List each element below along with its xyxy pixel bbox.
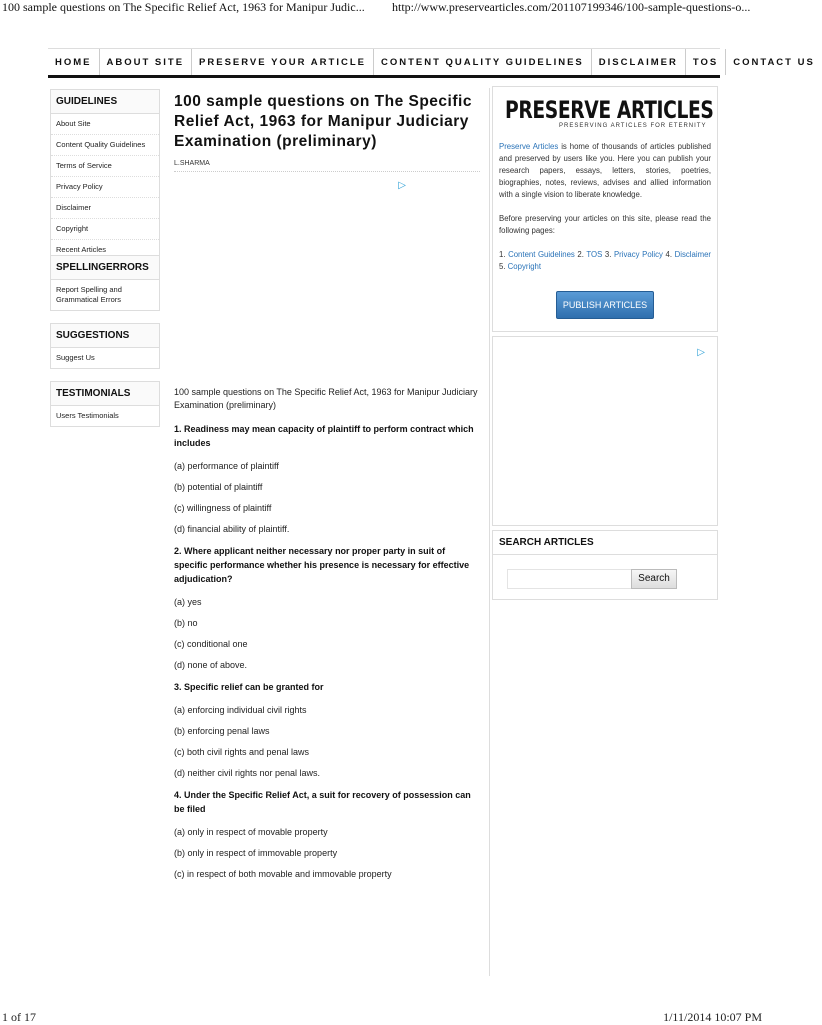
nav-preserve-your-article[interactable]: PRESERVE YOUR ARTICLE bbox=[192, 49, 374, 75]
print-footer-datetime: 1/11/2014 10:07 PM bbox=[663, 1010, 762, 1024]
list-number: 4. bbox=[662, 250, 675, 259]
sidebar-heading: GUIDELINES bbox=[51, 90, 159, 114]
nav-contact-us[interactable]: CONTACT US bbox=[733, 57, 815, 68]
promo-description bbox=[499, 141, 711, 201]
site-logo[interactable] bbox=[501, 95, 714, 125]
ad-slot-side[interactable] bbox=[492, 336, 718, 526]
option: (d) none of above. bbox=[174, 660, 248, 670]
question-4: 4. Under the Specific Relief Act, a suit for recovery of possession can be filed bbox=[174, 790, 471, 814]
question-2: 2. Where applicant neither necessary nor proper party in suit of specific performance whether his presence is necessary for effective adjudication? bbox=[174, 546, 470, 584]
search-heading: SEARCH ARTICLES bbox=[493, 531, 717, 555]
nav-tos[interactable]: TOS bbox=[686, 49, 726, 75]
article-intro: 100 sample questions on The Specific Relief Act, 1963 for Manipur Judiciary Examination (preliminary) bbox=[174, 387, 478, 410]
option: (b) no bbox=[174, 618, 198, 628]
sidebar-item-disclaimer[interactable]: Disclaimer bbox=[51, 198, 159, 219]
logo-tagline: PRESERVING ARTICLES FOR ETERNITY bbox=[559, 123, 707, 129]
option: (c) in respect of both movable and immovable property bbox=[174, 869, 392, 879]
sidebar-guidelines bbox=[50, 89, 160, 261]
sidebar-heading: SUGGESTIONS bbox=[51, 324, 159, 348]
print-header-title: 100 sample questions on The Specific Relief Act, 1963 for Manipur Judic... bbox=[2, 0, 365, 14]
promo-box bbox=[492, 86, 718, 332]
nav-home[interactable]: HOME bbox=[48, 49, 100, 75]
sidebar-suggestions bbox=[50, 323, 160, 369]
sidebar-item-recent-articles[interactable]: Recent Articles bbox=[56, 245, 107, 254]
print-footer-page: 1 of 17 bbox=[2, 1010, 36, 1024]
nav-disclaimer[interactable]: DISCLAIMER bbox=[592, 49, 686, 75]
option: (b) potential of plaintiff bbox=[174, 482, 263, 492]
list-number: 5. bbox=[499, 262, 508, 271]
nav-content-quality-guidelines[interactable]: CONTENT QUALITY GUIDELINES bbox=[374, 49, 592, 75]
main-nav bbox=[48, 48, 815, 78]
link-disclaimer[interactable]: Disclaimer bbox=[674, 250, 711, 259]
search-input[interactable] bbox=[507, 569, 633, 589]
search-button[interactable]: Search bbox=[631, 569, 677, 589]
sidebar-item-report-spelling[interactable]: Report Spelling and Grammatical Errors bbox=[56, 285, 122, 304]
promo-text-1: is home of thousands of articles published and preserved by users like you. Here you can publish your research papers, essays, letters, stories, poetries, biographies, notes, reviews, advises and allied information with a single vision to liberate knowledge. bbox=[499, 142, 711, 199]
sidebar-item-suggest-us[interactable]: Suggest Us bbox=[56, 353, 95, 362]
option: (c) willingness of plaintiff bbox=[174, 503, 272, 513]
article-author[interactable]: L.SHARMA bbox=[174, 160, 480, 172]
sidebar-item-copyright[interactable]: Copyright bbox=[51, 219, 159, 240]
option: (d) financial ability of plaintiff. bbox=[174, 524, 290, 534]
sidebar-heading: TESTIMONIALS bbox=[51, 382, 159, 406]
option: (b) enforcing penal laws bbox=[174, 726, 270, 736]
list-number: 2. bbox=[574, 250, 587, 259]
search-articles-box bbox=[492, 530, 718, 600]
sidebar-item-users-testimonials[interactable]: Users Testimonials bbox=[56, 411, 119, 420]
sidebar-spelling bbox=[50, 255, 160, 311]
option: (c) conditional one bbox=[174, 639, 248, 649]
adchoices-icon[interactable]: ▷ bbox=[697, 347, 705, 358]
article-title: 100 sample questions on The Specific Relief Act, 1963 for Manipur Judiciary Examination (preliminary) bbox=[174, 93, 472, 150]
column-divider bbox=[489, 88, 490, 976]
sidebar-item-about-site[interactable]: About Site bbox=[51, 114, 159, 135]
print-header-url: http://www.preservearticles.com/201107199346/100-sample-questions-o... bbox=[392, 0, 751, 14]
brand-link[interactable]: Preserve Articles bbox=[499, 142, 559, 151]
link-copyright[interactable]: Copyright bbox=[507, 262, 542, 271]
promo-text-2: Before preserving your articles on this site, please read the following pages: bbox=[499, 214, 711, 235]
link-content-guidelines[interactable]: Content Guidelines bbox=[508, 250, 575, 259]
sidebar-item-terms[interactable]: Terms of Service bbox=[51, 156, 159, 177]
list-number: 1. bbox=[499, 250, 509, 259]
option: (a) yes bbox=[174, 597, 202, 607]
option: (c) both civil rights and penal laws bbox=[174, 747, 310, 757]
option: (a) enforcing individual civil rights bbox=[174, 705, 307, 715]
promo-pages-list bbox=[499, 249, 711, 273]
article bbox=[174, 92, 480, 879]
link-tos[interactable]: TOS bbox=[586, 250, 603, 259]
option: (a) only in respect of movable property bbox=[174, 827, 328, 837]
link-privacy-policy[interactable]: Privacy Policy bbox=[613, 250, 663, 259]
sidebar-testimonials bbox=[50, 381, 160, 427]
sidebar-item-content-quality[interactable]: Content Quality Guidelines bbox=[51, 135, 159, 156]
sidebar-heading: SPELLINGERRORS bbox=[51, 256, 159, 280]
question-3: 3. Specific relief can be granted for bbox=[174, 682, 324, 692]
ad-slot-main[interactable] bbox=[174, 172, 480, 382]
list-number: 3. bbox=[602, 250, 614, 259]
publish-articles-button[interactable]: PUBLISH ARTICLES bbox=[556, 291, 654, 319]
option: (b) only in respect of immovable property bbox=[174, 848, 338, 858]
question-1: 1. Readiness may mean capacity of plaintiff to perform contract which includes bbox=[174, 424, 474, 448]
sidebar-item-privacy[interactable]: Privacy Policy bbox=[51, 177, 159, 198]
option: (a) performance of plaintiff bbox=[174, 461, 279, 471]
option: (d) neither civil rights nor penal laws. bbox=[174, 768, 321, 778]
adchoices-icon[interactable]: ▷ bbox=[398, 180, 406, 191]
nav-about-site[interactable]: ABOUT SITE bbox=[100, 49, 193, 75]
logo-text: PRESERVE ARTICLES bbox=[505, 96, 714, 124]
